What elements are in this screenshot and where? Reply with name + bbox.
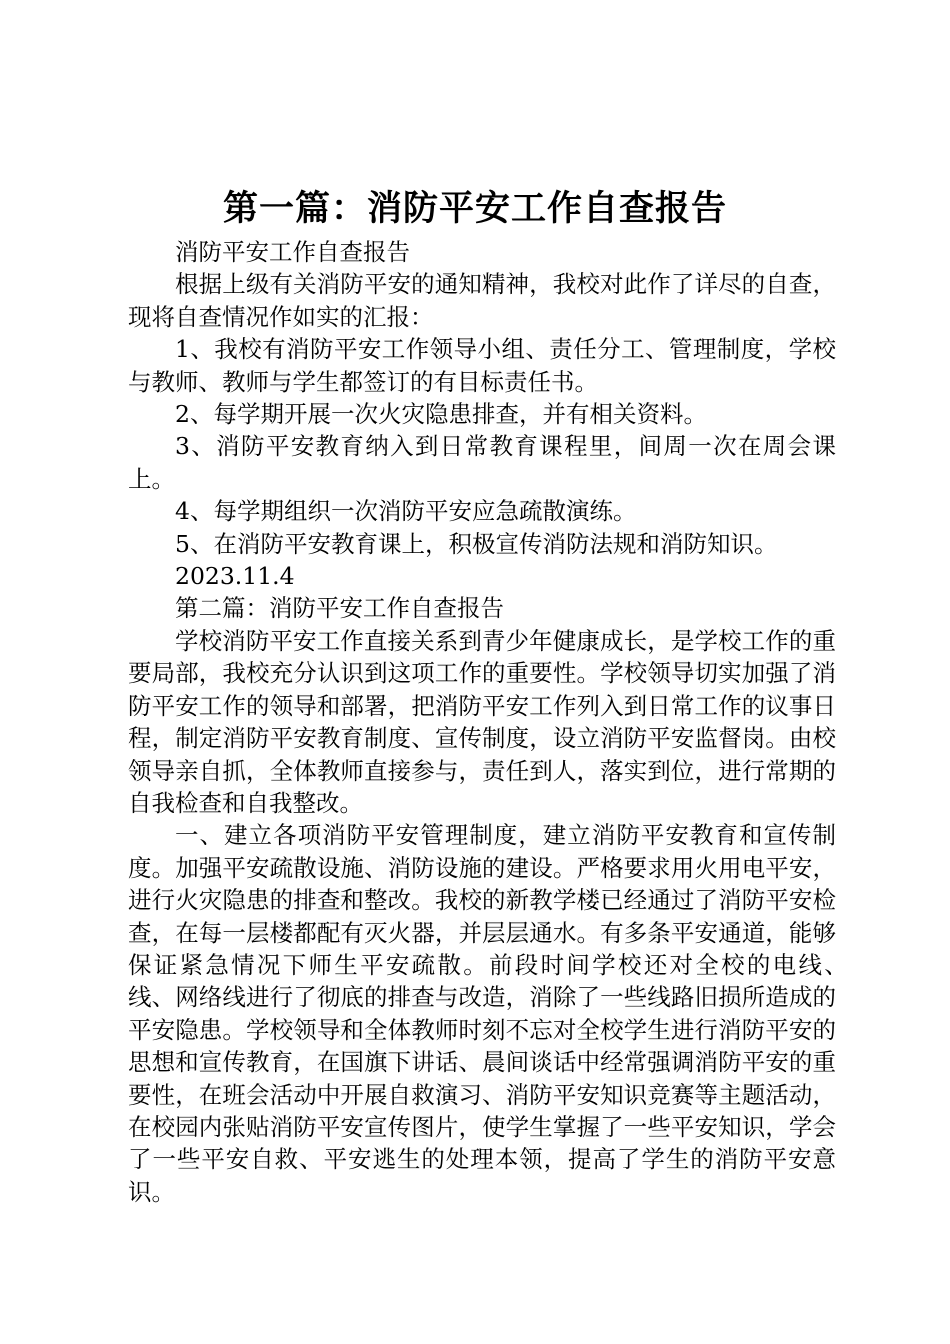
paragraph-date: 2023.11.4 (175, 562, 295, 591)
paragraph-item-5: 5、在消防平安教育课上，积极宣传消防法规和消防知识。 (175, 529, 778, 558)
paragraph-item-1: 1、我校有消防平安工作领导小组、责任分工、管理制度，学校与教师、教师与学生都签订的有目标责任书。 (128, 335, 836, 396)
paragraph-item-4: 4、每学期组织一次消防平安应急疏散演练。 (175, 497, 637, 526)
paragraph-item-3: 3、消防平安教育纳入到日常教育课程里，间周一次在周会课上。 (128, 432, 836, 493)
paragraph-section-2-intro: 学校消防平安工作直接关系到青少年健康成长，是学校工作的重要局部，我校充分认识到这项工作的重要性。学校领导切实加强了消防平安工作的领导和部署，把消防平安工作列入到日常工作的议事日程，制定消防平安教育制度、宣传制度，设立消防平安监督岗。由校领导亲自抓，全体教师直接参与，责任到人，落实到位，进行常期的自我检查和自我整改。 (128, 626, 836, 817)
paragraph-subtitle: 消防平安工作自查报告 (175, 238, 410, 266)
document-body (128, 236, 883, 1208)
paragraph-item-2: 2、每学期开展一次火灾隐患排查，并有相关资料。 (175, 400, 707, 429)
document-title: 第一篇：消防平安工作自查报告 (222, 188, 727, 229)
paragraph-intro: 根据上级有关消防平安的通知精神，我校对此作了详尽的自查，现将自查情况作如实的汇报： (128, 270, 836, 331)
paragraph-section-2-heading: 第二篇：消防平安工作自查报告 (175, 594, 504, 623)
paragraph-section-2-part-1: 一、建立各项消防平安管理制度，建立消防平安教育和宣传制度。加强平安疏散设施、消防设施的建设。严格要求用火用电平安，进行火灾隐患的排查和整改。我校的新教学楼已经通过了消防平安检查，在每一层楼都配有灭火器，并层层通水。有多条平安通道，能够保证紧急情况下师生平安疏散。前段时间学校还对全校的电线、 线、网络线进行了彻底的排查与改造，消除了一些线路旧损所造成的平安隐患。学校领导和全体教师时刻不忘对全校学生进行消防平安的思想和宣传教育，在国旗下讲话、晨间谈话中经常强调消防平安的重要性，在班会活动中开展自救演习、消防平安知识竞赛等主题活动，在校园内张贴消防平安宣传图片，使学生掌握了一些平安知识，学会了一些平安自救、平安逃生的处理本领，提高了学生的消防平安意识。 (128, 821, 883, 1206)
